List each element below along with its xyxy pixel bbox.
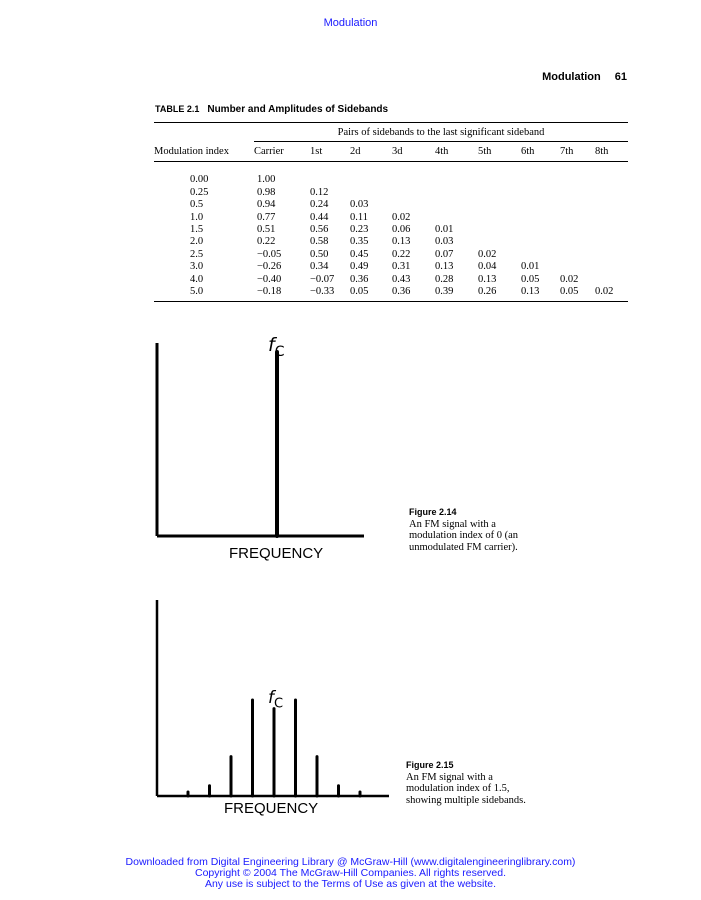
table-cell: −0.26 [257,261,282,273]
column-header: 7th [560,142,595,162]
table-cell: 0.13 [521,286,560,302]
table-cell: 0.45 [350,248,369,260]
table-cell: 0.28 [435,273,454,285]
fig15-caption [406,760,526,806]
table-cell: 0.12 [310,186,329,198]
table-cell: 0.11 [350,211,368,223]
modulation-index-cell: 4.0 [190,273,204,285]
column-header: Modulation index [154,142,254,162]
table-cell: 0.77 [257,211,276,223]
table-cell: 0.13 [392,236,411,248]
table-cell: 0.22 [257,236,276,248]
column-header: 8th [595,142,628,162]
table-cell: 0.98 [257,186,276,198]
fig14-caption-line-2: modulation index of 0 (an [409,530,519,541]
fc-label-c: C [274,343,285,360]
modulation-index-cell: 0.00 [190,174,209,186]
modulation-index-cell: 0.5 [190,199,204,211]
fig14-label: Figure 2.14 [409,507,457,517]
modulation-index-cell: 3.0 [190,261,204,273]
table-span-header: Pairs of sidebands to the last significant sideband [254,123,628,142]
fig15-caption-line-3: showing multiple sidebands. [406,794,526,806]
fc-label-f: f [268,334,275,356]
table-cell: 0.05 [521,273,540,285]
table-cell: −0.18 [254,286,310,302]
table-title: Number and Amplitudes of Sidebands [207,104,389,115]
table-cell: 0.43 [392,273,411,285]
table-cell: −0.33 [310,286,350,302]
fc-label-fig14 [268,334,284,360]
fig14-caption [409,507,518,553]
table-cell: 0.44 [310,211,329,223]
table-cell: 0.36 [350,273,369,285]
table-cell: 0.13 [435,261,454,273]
fig14-caption-line-1: An FM signal with a [409,518,496,530]
table-cell: 0.23 [350,224,369,236]
table-cell: 0.22 [392,248,411,260]
table-cell: 0.49 [350,261,369,273]
footer-line-2: Copyright © 2004 The McGraw-Hill Companies. All rights reserved. [195,867,506,879]
table-cell: 0.94 [257,199,276,211]
table-cell: 0.56 [310,224,329,236]
column-header: 4th [435,142,478,162]
table-cell: −0.07 [310,273,335,285]
modulation-index-cell: 5.0 [154,286,254,302]
table-cell: 0.13 [478,273,497,285]
fig15-caption-line-1: An FM signal with a [406,771,493,783]
footer-notice [0,857,701,890]
table-cell: 0.05 [560,286,595,302]
column-header: 3d [392,142,435,162]
table-cell: 0.02 [478,248,497,260]
column-header: 1st [310,142,350,162]
table-cell: 0.58 [310,236,329,248]
table-cell: 0.50 [310,248,329,260]
table-cell: 0.24 [310,199,329,211]
table-cell: 0.02 [392,211,411,223]
table-cell: 0.07 [435,248,454,260]
footer-line-1[interactable]: Downloaded from Digital Engineering Library @ McGraw-Hill (www.digitalengineeringlibrary.com) [125,856,576,868]
table-cell: 0.01 [521,261,540,273]
fc-label-c: C [274,696,284,712]
table-cell: 0.02 [560,273,579,285]
table-cell: 0.51 [257,224,276,236]
table-cell: 0.05 [350,286,392,302]
fig14-xlabel: FREQUENCY [229,545,324,562]
table-cell: −0.40 [257,273,282,285]
table-cell: 0.36 [392,286,435,302]
table-cell: 0.34 [310,261,329,273]
table-cell: 0.03 [435,236,454,248]
column-header: 2d [350,142,392,162]
table-cell: 0.04 [478,261,497,273]
fig15-caption-line-2: modulation index of 1.5, [406,783,510,794]
fc-label-fig15 [268,688,283,711]
table-cell: 0.06 [392,224,411,236]
table-cell: 0.39 [435,286,478,302]
running-head-title: Modulation [542,71,601,83]
table-cell: 0.35 [350,236,369,248]
table-cell: 0.03 [350,199,369,211]
table-label: TABLE 2.1 [155,104,200,114]
table-cell: 0.01 [435,224,454,236]
modulation-index-cell: 1.0 [190,211,204,223]
modulation-index-cell: 2.0 [190,236,204,248]
table-cell: 0.26 [478,286,521,302]
table-cell: 0.31 [392,261,411,273]
footer-line-3: Any use is subject to the Terms of Use as given at the website. [204,878,497,890]
table-cell: 0.02 [595,286,628,302]
modulation-index-cell: 2.5 [190,248,204,260]
column-header: 5th [478,142,521,162]
page-number: 61 [614,71,627,83]
chapter-link[interactable]: Modulation [323,17,378,29]
table-cell: 1.00 [257,174,276,186]
modulation-index-cell: 1.5 [190,224,204,236]
column-header: 6th [521,142,560,162]
column-header: Carrier [254,142,310,162]
fig15-xlabel: FREQUENCY [224,800,319,817]
fig15-label: Figure 2.15 [406,760,454,770]
fc-label-f: f [268,688,274,708]
table-cell: −0.05 [257,248,282,260]
fig14-caption-line-3: unmodulated FM carrier). [409,541,518,553]
modulation-index-cell: 0.25 [190,186,209,198]
